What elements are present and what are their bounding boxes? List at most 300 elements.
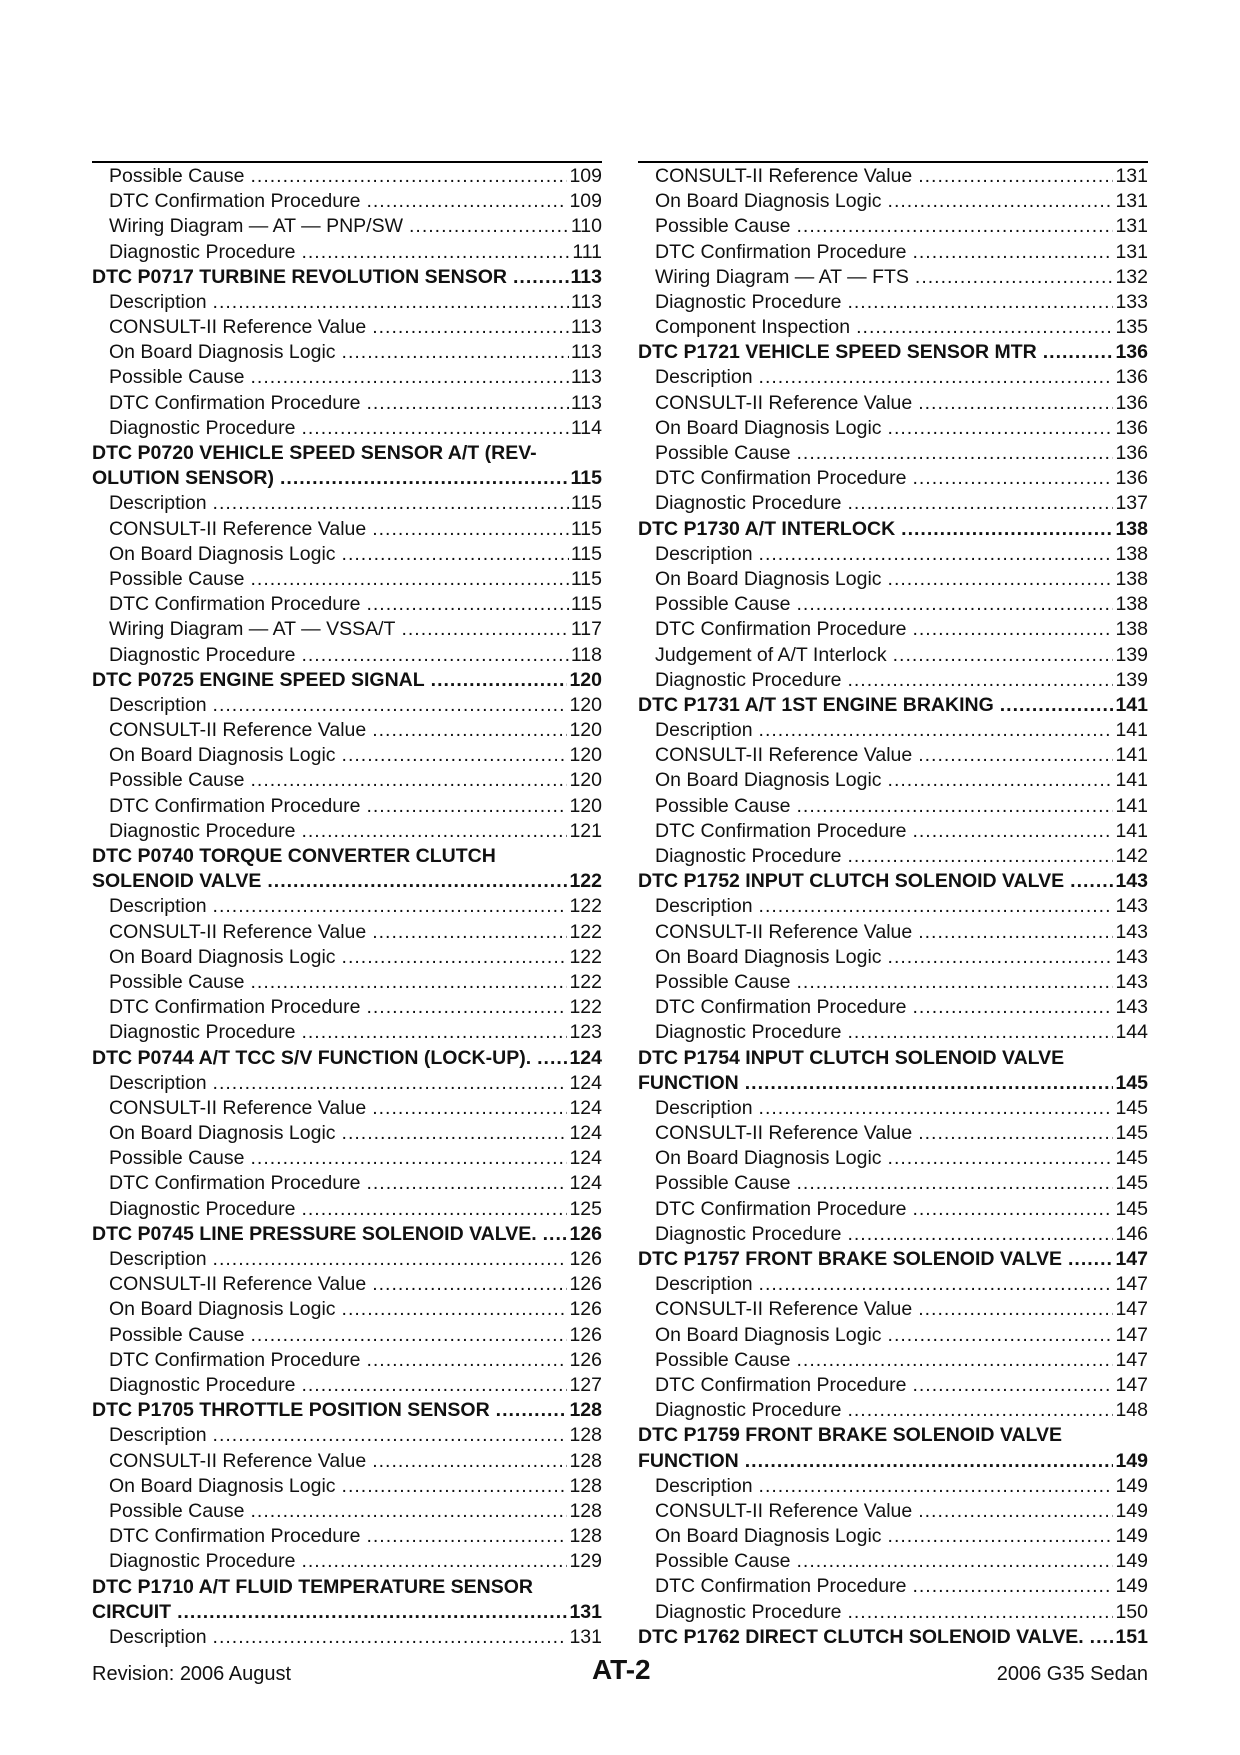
toc-entry[interactable]: [638, 1121, 1148, 1146]
dot-leader: [342, 1121, 568, 1146]
toc-entry[interactable]: [638, 1222, 1148, 1247]
toc-entry-title: Description: [655, 1474, 753, 1497]
toc-entry-title: DTC P1731 A/T 1ST ENGINE BRAKING: [638, 693, 994, 716]
toc-entry-page: 141: [1115, 769, 1148, 792]
dot-leader: [366, 189, 567, 214]
toc-entry[interactable]: [638, 1575, 1148, 1600]
dot-leader: [213, 894, 568, 919]
toc-entry[interactable]: [638, 1398, 1148, 1423]
dot-leader: [251, 768, 568, 793]
toc-entry-page: 115: [570, 567, 602, 590]
toc-entry[interactable]: [92, 416, 602, 441]
toc-entry-page: 131: [569, 1600, 602, 1623]
model-text: 2006 G35 Sedan: [996, 1663, 1148, 1685]
toc-entry-title: Description: [109, 290, 207, 313]
toc-entry[interactable]: [638, 1096, 1148, 1121]
toc-entry-title: DTC P1730 A/T INTERLOCK: [638, 517, 896, 540]
toc-entry-title: Description: [655, 1273, 753, 1296]
toc-heading-entry[interactable]: [92, 1398, 602, 1423]
toc-entry[interactable]: [638, 1474, 1148, 1499]
toc-entry-page: 147: [1115, 1273, 1148, 1296]
toc-entry-title: Diagnostic Procedure: [655, 1399, 842, 1422]
dot-leader: [431, 668, 568, 693]
toc-entry-page: 113: [570, 290, 602, 313]
toc-entry[interactable]: [638, 1373, 1148, 1398]
toc-entry[interactable]: [92, 1549, 602, 1574]
toc-heading-entry[interactable]: [638, 517, 1148, 542]
toc-entry-page: 124: [569, 1147, 602, 1170]
toc-entry-page: 128: [569, 1499, 602, 1522]
toc-heading-entry[interactable]: [92, 1600, 602, 1625]
toc-entry-page: 115: [570, 593, 602, 616]
toc-entry[interactable]: [638, 1172, 1148, 1197]
toc-entry-title: CONSULT-II Reference Value: [655, 391, 913, 414]
toc-entry-page: 141: [1115, 744, 1148, 767]
toc-entry[interactable]: [92, 1297, 602, 1322]
dot-leader: [372, 718, 567, 743]
dot-leader: [366, 1524, 567, 1549]
toc-entry-page: 136: [1115, 416, 1148, 439]
toc-entry[interactable]: [92, 491, 602, 516]
toc-entry-title: On Board Diagnosis Logic: [655, 567, 882, 590]
dot-leader: [213, 1423, 568, 1448]
dot-leader: [888, 189, 1114, 214]
toc-heading-entry[interactable]: [92, 869, 602, 894]
toc-entry-page: 143: [1115, 895, 1148, 918]
toc-entry[interactable]: [638, 290, 1148, 315]
toc-entry[interactable]: [638, 743, 1148, 768]
toc-entry[interactable]: [92, 1373, 602, 1398]
toc-entry[interactable]: [92, 214, 602, 239]
dot-leader: [213, 693, 568, 718]
toc-entry-title: Possible Cause: [109, 1323, 245, 1346]
dot-leader: [912, 995, 1113, 1020]
toc-entry-page: 113: [570, 391, 602, 414]
dot-leader: [918, 164, 1113, 189]
dot-leader: [847, 1222, 1113, 1247]
toc-entry[interactable]: [638, 1600, 1148, 1625]
dot-leader: [888, 945, 1114, 970]
dot-leader: [918, 1121, 1113, 1146]
toc-heading-line: DTC P1759 FRONT BRAKE SOLENOID VALVE: [638, 1424, 1063, 1447]
toc-entry[interactable]: [92, 920, 602, 945]
dot-leader: [401, 617, 568, 642]
dot-leader: [912, 240, 1113, 265]
toc-entry-title: Description: [655, 542, 753, 565]
toc-entry[interactable]: [92, 1247, 602, 1272]
toc-entry[interactable]: [92, 315, 602, 340]
toc-entry-page: 109: [569, 190, 602, 213]
toc-entry-title: Description: [109, 1248, 207, 1271]
toc-entry-page: 141: [1115, 693, 1148, 716]
toc-entry-title: On Board Diagnosis Logic: [109, 744, 336, 767]
dot-leader: [1070, 869, 1113, 894]
toc-entry-page: 125: [569, 1197, 602, 1220]
toc-entry-page: 126: [569, 1348, 602, 1371]
toc-entry-page: 115: [570, 542, 602, 565]
toc-entry-page: 149: [1115, 1499, 1148, 1522]
toc-entry[interactable]: [92, 1348, 602, 1373]
toc-entry-page: 120: [569, 719, 602, 742]
dot-leader: [759, 1272, 1114, 1297]
toc-entry-page: 115: [570, 492, 602, 515]
toc-entry[interactable]: [92, 995, 602, 1020]
toc-entry[interactable]: [638, 466, 1148, 491]
toc-entry[interactable]: [638, 592, 1148, 617]
toc-entry-title: On Board Diagnosis Logic: [655, 1525, 882, 1548]
toc-entry[interactable]: [638, 995, 1148, 1020]
toc-entry[interactable]: [92, 1071, 602, 1096]
toc-entry-title: Possible Cause: [109, 970, 245, 993]
dot-leader: [280, 466, 569, 491]
toc-entry-title: CONSULT-II Reference Value: [655, 744, 913, 767]
toc-entry[interactable]: [638, 366, 1148, 391]
toc-entry[interactable]: [92, 970, 602, 995]
toc-entry-title: DTC Confirmation Procedure: [655, 996, 907, 1019]
page-number: AT-2: [592, 1654, 651, 1685]
toc-entry-page: 120: [569, 693, 602, 716]
toc-heading-entry[interactable]: [638, 1449, 1148, 1474]
dot-leader: [366, 592, 568, 617]
toc-entry[interactable]: [92, 1423, 602, 1448]
toc-entry-title: Diagnostic Procedure: [655, 1600, 842, 1623]
toc-entry[interactable]: [638, 894, 1148, 919]
toc-entry-title: Component Inspection: [655, 316, 851, 339]
toc-entry-page: 141: [1115, 819, 1148, 842]
toc-entry[interactable]: [92, 743, 602, 768]
toc-entry[interactable]: [638, 945, 1148, 970]
toc-entry[interactable]: [92, 794, 602, 819]
toc-entry-page: 145: [1115, 1147, 1148, 1170]
toc-heading-entry[interactable]: [92, 668, 602, 693]
toc-entry[interactable]: [638, 567, 1148, 592]
toc-entry[interactable]: [638, 189, 1148, 214]
toc-entry-page: 113: [570, 366, 602, 389]
toc-entry-title: CONSULT-II Reference Value: [109, 1449, 367, 1472]
dot-leader: [745, 1449, 1114, 1474]
dot-leader: [366, 391, 568, 416]
toc-entry-title: Description: [109, 1071, 207, 1094]
toc-entry[interactable]: [92, 1625, 602, 1650]
dot-leader: [797, 970, 1114, 995]
dot-leader: [759, 1096, 1114, 1121]
toc-entry-title: CONSULT-II Reference Value: [655, 1298, 913, 1321]
toc-entry-title: On Board Diagnosis Logic: [655, 1147, 882, 1170]
toc-entry-page: 126: [569, 1273, 602, 1296]
toc-entry[interactable]: [638, 1146, 1148, 1171]
dot-leader: [888, 1524, 1114, 1549]
dot-leader: [372, 1096, 567, 1121]
toc-entry[interactable]: [638, 240, 1148, 265]
toc-entry-page: 143: [1115, 945, 1148, 968]
toc-entry[interactable]: [638, 1197, 1148, 1222]
toc-heading-line: DTC P0740 TORQUE CONVERTER CLUTCH: [92, 845, 496, 868]
toc-entry-page: 145: [1115, 1172, 1148, 1195]
toc-entry[interactable]: [638, 769, 1148, 794]
dot-leader: [251, 1323, 568, 1348]
toc-entry-title: DTC Confirmation Procedure: [109, 593, 361, 616]
toc-entry[interactable]: [92, 1096, 602, 1121]
toc-entry[interactable]: [92, 617, 602, 642]
toc-entry[interactable]: [92, 366, 602, 391]
toc-entry[interactable]: [92, 164, 602, 189]
toc-entry[interactable]: [92, 542, 602, 567]
toc-entry-title: Diagnostic Procedure: [109, 1021, 296, 1044]
toc-entry[interactable]: [638, 1297, 1148, 1322]
toc-heading-entry[interactable]: [638, 869, 1148, 894]
toc-entry-title: DTC Confirmation Procedure: [109, 391, 361, 414]
toc-entry[interactable]: [638, 315, 1148, 340]
toc-entry[interactable]: [638, 214, 1148, 239]
toc-entry[interactable]: [638, 416, 1148, 441]
dot-leader: [847, 1600, 1113, 1625]
dot-leader: [301, 643, 568, 668]
toc-entry[interactable]: [92, 240, 602, 265]
toc-entry-title: Possible Cause: [655, 215, 791, 238]
toc-entry-title: CONSULT-II Reference Value: [109, 316, 367, 339]
dot-leader: [213, 1625, 568, 1650]
dot-leader: [251, 164, 568, 189]
toc-entry-page: 146: [1115, 1222, 1148, 1245]
toc-entry[interactable]: [92, 1272, 602, 1297]
dot-leader: [918, 1499, 1113, 1524]
toc-entry-title: OLUTION SENSOR): [92, 467, 275, 490]
toc-entry-title: CONSULT-II Reference Value: [655, 1122, 913, 1145]
dot-leader: [888, 416, 1114, 441]
toc-entry[interactable]: [92, 1172, 602, 1197]
toc-entry-title: Diagnostic Procedure: [655, 1021, 842, 1044]
toc-entry-title: DTC P0745 LINE PRESSURE SOLENOID VALVE.: [92, 1222, 537, 1245]
toc-entry-page: 149: [1115, 1575, 1148, 1598]
toc-entry-page: 121: [569, 819, 602, 842]
toc-entry-title: Diagnostic Procedure: [109, 416, 296, 439]
toc-entry[interactable]: [638, 1499, 1148, 1524]
toc-entry-title: On Board Diagnosis Logic: [655, 416, 882, 439]
toc-entry[interactable]: [638, 1348, 1148, 1373]
dot-leader: [366, 1348, 567, 1373]
toc-entry-title: Diagnostic Procedure: [655, 1222, 842, 1245]
toc-entry-page: 131: [1115, 215, 1148, 238]
dot-leader: [912, 466, 1113, 491]
toc-entry-page: 145: [1115, 1122, 1148, 1145]
toc-entry[interactable]: [92, 1121, 602, 1146]
toc-entry[interactable]: [92, 290, 602, 315]
toc-entry[interactable]: [638, 718, 1148, 743]
toc-entry[interactable]: [92, 1474, 602, 1499]
toc-heading-line: DTC P1754 INPUT CLUTCH SOLENOID VALVE: [638, 1046, 1065, 1069]
dot-leader: [915, 265, 1114, 290]
toc-entry-title: Description: [109, 492, 207, 515]
toc-entry-page: 145: [1115, 1096, 1148, 1119]
toc-heading-entry[interactable]: [638, 693, 1148, 718]
toc-entry[interactable]: [638, 491, 1148, 516]
dot-leader: [797, 1549, 1114, 1574]
dot-leader: [366, 794, 567, 819]
toc-entry[interactable]: [638, 819, 1148, 844]
toc-entry[interactable]: [638, 391, 1148, 416]
toc-entry[interactable]: [92, 819, 602, 844]
dot-leader: [213, 491, 569, 516]
toc-entry-page: 128: [569, 1525, 602, 1548]
toc-entry-title: Description: [109, 895, 207, 918]
toc-entry[interactable]: [638, 542, 1148, 567]
toc-heading-entry[interactable]: [92, 466, 602, 491]
dot-leader: [251, 970, 568, 995]
toc-entry-page: 150: [1115, 1600, 1148, 1623]
toc-entry-page: 147: [1115, 1323, 1148, 1346]
toc-entry[interactable]: [638, 164, 1148, 189]
toc-heading-entry[interactable]: [638, 1071, 1148, 1096]
toc-entry-title: Description: [655, 366, 753, 389]
toc-entry-page: 136: [1115, 442, 1148, 465]
dot-leader: [888, 1146, 1114, 1171]
dot-leader: [372, 315, 569, 340]
toc-entry[interactable]: [92, 894, 602, 919]
toc-entry-page: 109: [569, 164, 602, 187]
toc-entry-title: Possible Cause: [109, 1147, 245, 1170]
toc-entry-title: Possible Cause: [109, 1499, 245, 1522]
toc-entry-page: 138: [1115, 542, 1148, 565]
dot-leader: [342, 542, 569, 567]
dot-leader: [759, 365, 1114, 390]
toc-entry-page: 136: [1115, 467, 1148, 490]
toc-entry[interactable]: [92, 592, 602, 617]
toc-entry-title: Description: [655, 719, 753, 742]
dot-leader: [797, 592, 1114, 617]
toc-entry[interactable]: [638, 617, 1148, 642]
dot-leader: [342, 743, 568, 768]
dot-leader: [213, 1071, 568, 1096]
toc-entry[interactable]: [92, 189, 602, 214]
toc-entry-title: DTC Confirmation Procedure: [109, 1172, 361, 1195]
toc-entry-title: Diagnostic Procedure: [655, 492, 842, 515]
dot-leader: [797, 794, 1114, 819]
toc-heading-entry[interactable]: [92, 1222, 602, 1247]
toc-entry[interactable]: [92, 567, 602, 592]
toc-entry[interactable]: [638, 668, 1148, 693]
toc-entry[interactable]: [92, 693, 602, 718]
toc-entry[interactable]: [638, 970, 1148, 995]
toc-heading-entry[interactable]: [92, 265, 602, 290]
toc-entry[interactable]: [638, 844, 1148, 869]
top-rule-left: [92, 161, 602, 163]
toc-heading-entry[interactable]: [638, 1625, 1148, 1650]
toc-entry-page: 135: [1115, 316, 1148, 339]
toc-entry-page: 128: [569, 1449, 602, 1472]
toc-entry-title: Possible Cause: [655, 1172, 791, 1195]
toc-entry[interactable]: [638, 1272, 1148, 1297]
toc-entry-page: 120: [569, 744, 602, 767]
toc-entry-title: FUNCTION: [638, 1071, 739, 1094]
toc-entry-page: 113: [570, 341, 602, 364]
dot-leader: [918, 743, 1113, 768]
dot-leader: [759, 542, 1114, 567]
toc-entry-title: Possible Cause: [655, 794, 791, 817]
toc-entry-page: 131: [1115, 190, 1148, 213]
toc-entry[interactable]: [638, 265, 1148, 290]
dot-leader: [366, 995, 567, 1020]
toc-entry-title: CONSULT-II Reference Value: [109, 1096, 367, 1119]
toc-entry[interactable]: [92, 1524, 602, 1549]
toc-entry-page: 149: [1115, 1449, 1148, 1472]
toc-entry[interactable]: [92, 1146, 602, 1171]
toc-entry-page: 133: [1115, 290, 1148, 313]
dot-leader: [301, 240, 570, 265]
toc-entry[interactable]: [638, 643, 1148, 668]
toc-entry-title: Possible Cause: [109, 567, 245, 590]
toc-entry-title: Possible Cause: [655, 970, 791, 993]
toc-entry-page: 124: [569, 1172, 602, 1195]
toc-entry[interactable]: [638, 1549, 1148, 1574]
toc-entry[interactable]: [92, 391, 602, 416]
toc-entry[interactable]: [92, 340, 602, 365]
toc-entry[interactable]: [92, 1323, 602, 1348]
toc-entry-title: On Board Diagnosis Logic: [109, 1298, 336, 1321]
toc-entry[interactable]: [92, 1020, 602, 1045]
toc-entry-page: 136: [1115, 341, 1148, 364]
toc-entry[interactable]: [638, 1323, 1148, 1348]
toc-entry[interactable]: [92, 517, 602, 542]
dot-leader: [342, 340, 569, 365]
toc-entry[interactable]: [92, 1499, 602, 1524]
toc-entry-title: Wiring Diagram — AT — VSSA/T: [109, 618, 396, 641]
dot-leader: [912, 819, 1113, 844]
toc-entry[interactable]: [638, 1020, 1148, 1045]
toc-entry[interactable]: [638, 794, 1148, 819]
dot-leader: [177, 1600, 567, 1625]
dot-leader: [1043, 340, 1114, 365]
toc-heading-entry[interactable]: [92, 1046, 602, 1071]
toc-entry-page: 138: [1115, 618, 1148, 641]
toc-entry[interactable]: [92, 643, 602, 668]
toc-entry-title: Diagnostic Procedure: [109, 1197, 296, 1220]
toc-heading-entry[interactable]: [638, 1247, 1148, 1272]
toc-column-left: [92, 164, 602, 1650]
toc-entry-page: 139: [1115, 643, 1148, 666]
toc-entry-title: Diagnostic Procedure: [109, 819, 296, 842]
toc-entry-page: 141: [1115, 794, 1148, 817]
toc-entry-title: CONSULT-II Reference Value: [655, 1499, 913, 1522]
toc-entry[interactable]: [92, 1449, 602, 1474]
dot-leader: [301, 1020, 567, 1045]
dot-leader: [267, 869, 567, 894]
toc-entry-title: On Board Diagnosis Logic: [655, 1323, 882, 1346]
dot-leader: [912, 1373, 1113, 1398]
toc-entry[interactable]: [92, 1197, 602, 1222]
toc-heading-entry[interactable]: [638, 340, 1148, 365]
toc-entry[interactable]: [638, 1524, 1148, 1549]
dot-leader: [918, 920, 1113, 945]
toc-entry-page: 131: [1115, 164, 1148, 187]
dot-leader: [342, 945, 568, 970]
toc-entry-page: 143: [1115, 970, 1148, 993]
toc-entry-title: Diagnostic Procedure: [655, 290, 842, 313]
toc-entry-page: 113: [570, 316, 602, 339]
toc-entry-title: DTC Confirmation Procedure: [655, 819, 907, 842]
toc-entry-title: DTC P1721 VEHICLE SPEED SENSOR MTR: [638, 341, 1037, 364]
toc-entry-page: 149: [1115, 1525, 1148, 1548]
toc-entry[interactable]: [638, 441, 1148, 466]
toc-entry[interactable]: [92, 769, 602, 794]
toc-entry-title: Possible Cause: [109, 769, 245, 792]
toc-entry[interactable]: [92, 718, 602, 743]
toc-entry[interactable]: [638, 920, 1148, 945]
toc-entry[interactable]: [92, 945, 602, 970]
dot-leader: [251, 567, 569, 592]
toc-entry-title: Description: [109, 1424, 207, 1447]
toc-entry-title: DTC P1757 FRONT BRAKE SOLENOID VALVE: [638, 1248, 1063, 1271]
toc-entry-page: 136: [1115, 366, 1148, 389]
